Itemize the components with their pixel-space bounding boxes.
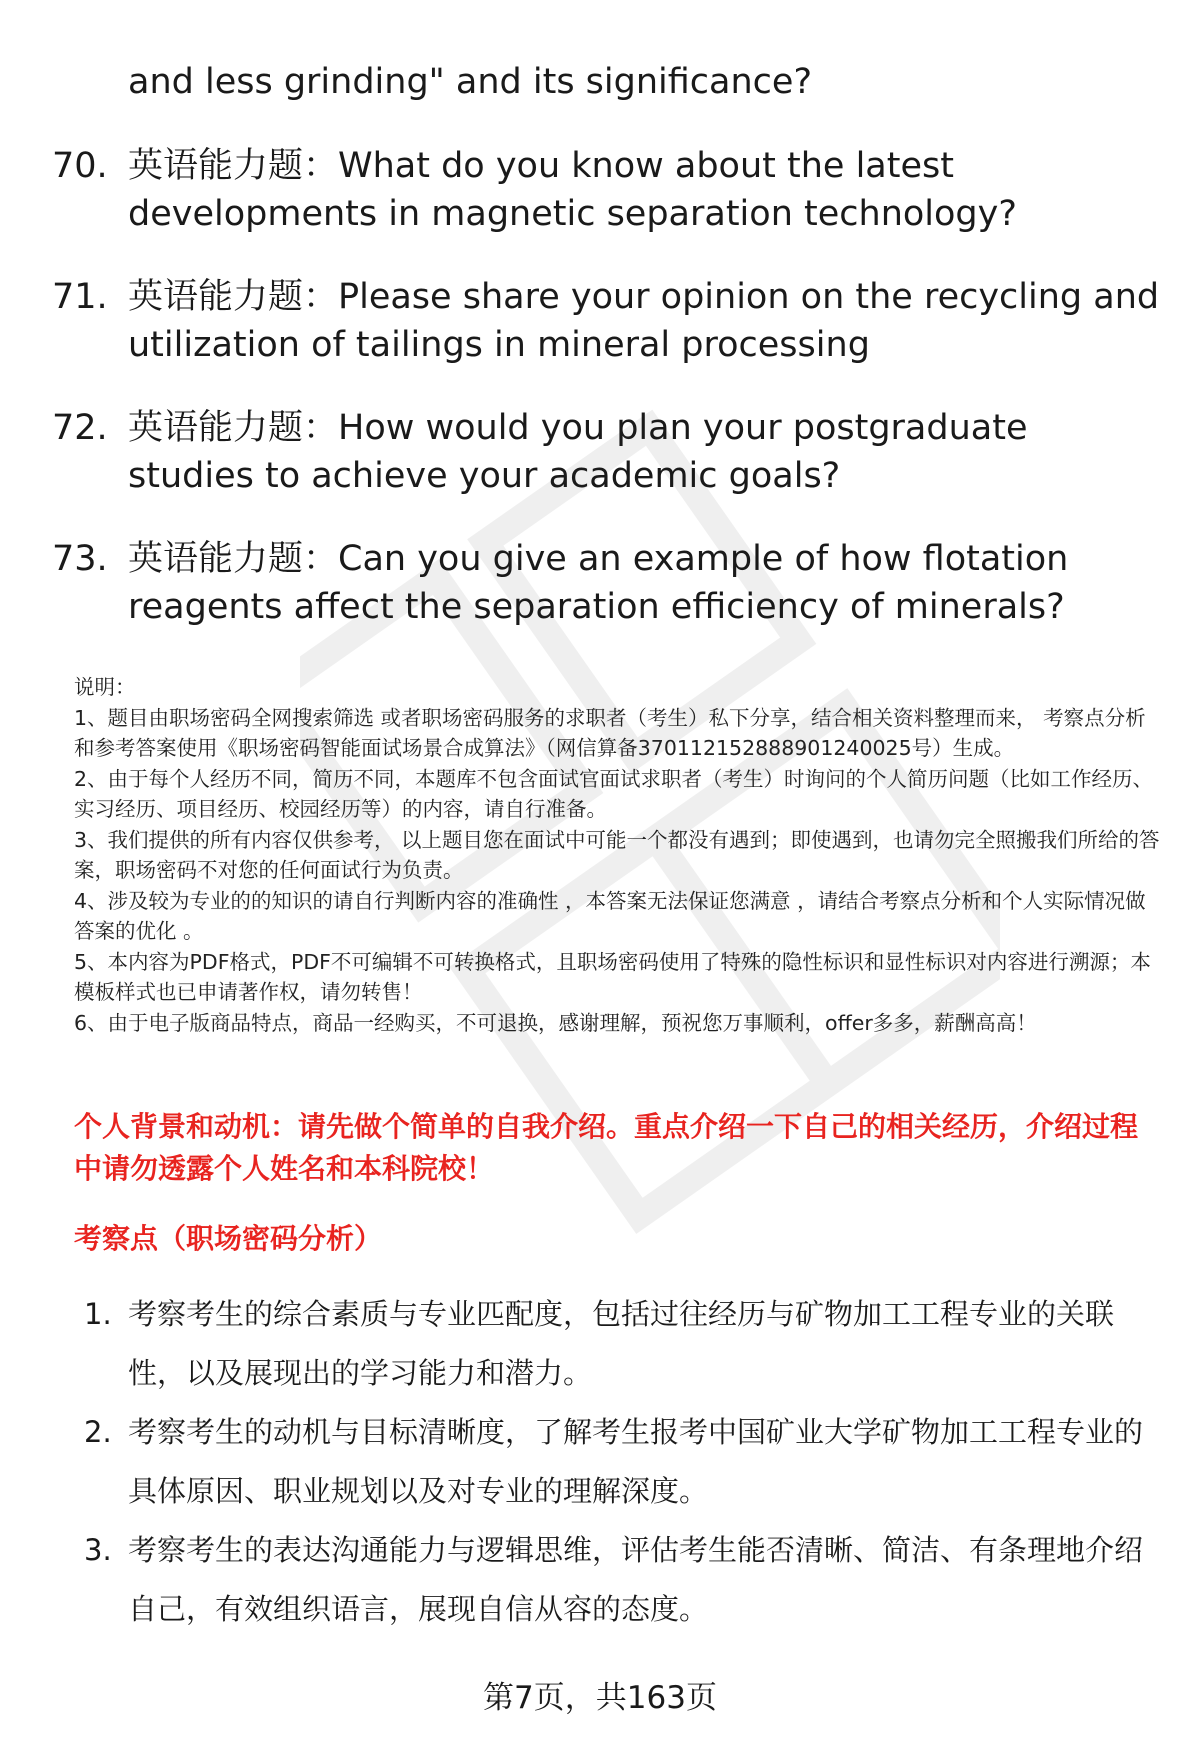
question-item [52, 142, 1162, 238]
question-continuation: and less grinding" and its significance? [128, 62, 813, 102]
analysis-item [84, 1285, 1144, 1403]
question-number: 71. [52, 277, 108, 317]
note-item: 4、涉及较为专业的的知识的请自行判断内容的准确性 ，本答案无法保证您满意 ，请结合考察点分析和个人实际情况做答案的优化 。 [74, 888, 1146, 943]
question-item [52, 404, 1162, 500]
question-number: 72. [52, 408, 108, 448]
analysis-text: 考察考生的表达沟通能力与逻辑思维，评估考生能否清晰、简洁、有条理地介绍自己，有效组织语言，展现自信从容的态度。 [128, 1533, 1144, 1626]
note-item: 2、由于每个人经历不同，简历不同，本题库不包含面试官面试求职者（考生）时询问的个人简历问题（比如工作经历、实习经历、项目经历、校园经历等）的内容，请自行准备。 [74, 766, 1154, 821]
note-item: 5、本内容为PDF格式，PDF不可编辑不可转换格式，且职场密码使用了特殊的隐性标识和显性标识对内容进行溯源；本模板样式也已申请著作权，请勿转售！ [74, 949, 1151, 1004]
question-item [52, 535, 1162, 631]
question-text: 英语能力题：What do you know about the latest developments in magnetic separation technology? [128, 146, 1017, 234]
analysis-number: 3. [84, 1533, 112, 1567]
analysis-item [84, 1521, 1144, 1639]
note-item: 6、由于电子版商品特点，商品一经购买，不可退换，感谢理解，预祝您万事顺利，offer多多，薪酬高高！ [74, 1010, 1037, 1035]
analysis-number: 1. [84, 1297, 112, 1331]
page-footer: 第7页，共163页 [483, 1680, 717, 1716]
analysis-text: 考察考生的综合素质与专业匹配度，包括过往经历与矿物加工工程专业的关联性，以及展现出的学习能力和潜力。 [128, 1297, 1115, 1390]
question-list [52, 142, 1162, 666]
question-number: 70. [52, 146, 108, 186]
analysis-item [84, 1403, 1144, 1521]
analysis-heading: 考察点（职场密码分析） [74, 1222, 383, 1255]
notes-heading: 说明： [74, 675, 136, 699]
analysis-list [84, 1285, 1144, 1639]
question-text: 英语能力题：Please share your opinion on the recycling and utilization of tailings in mineral processing [128, 277, 1160, 365]
question-item [52, 273, 1162, 369]
analysis-number: 2. [84, 1415, 112, 1449]
question-text: 英语能力题：How would you plan your postgraduate studies to achieve your academic goals? [128, 408, 1028, 496]
question-number: 73. [52, 539, 108, 579]
analysis-text: 考察考生的动机与目标清晰度，了解考生报考中国矿业大学矿物加工工程专业的具体原因、职业规划以及对专业的理解深度。 [128, 1415, 1144, 1508]
notes-section [74, 672, 1164, 1038]
section-question-title: 个人背景和动机：请先做个简单的自我介绍。重点介绍一下自己的相关经历，介绍过程中请勿透露个人姓名和本科院校！ [74, 1110, 1139, 1185]
note-item: 1、题目由职场密码全网搜索筛选 或者职场密码服务的求职者（考生）私下分享，结合相关资料整理而来， 考察点分析和参考答案使用《职场密码智能面试场景合成算法》（网信算备370112152888901240025号）生成。 [74, 705, 1146, 760]
note-item: 3、我们提供的所有内容仅供参考， 以上题目您在面试中可能一个都没有遇到；即使遇到，也请勿完全照搬我们所给的答案，职场密码不对您的任何面试行为负责。 [74, 827, 1160, 882]
question-text: 英语能力题：Can you give an example of how flotation reagents affect the separation efficiency of minerals? [128, 539, 1069, 627]
